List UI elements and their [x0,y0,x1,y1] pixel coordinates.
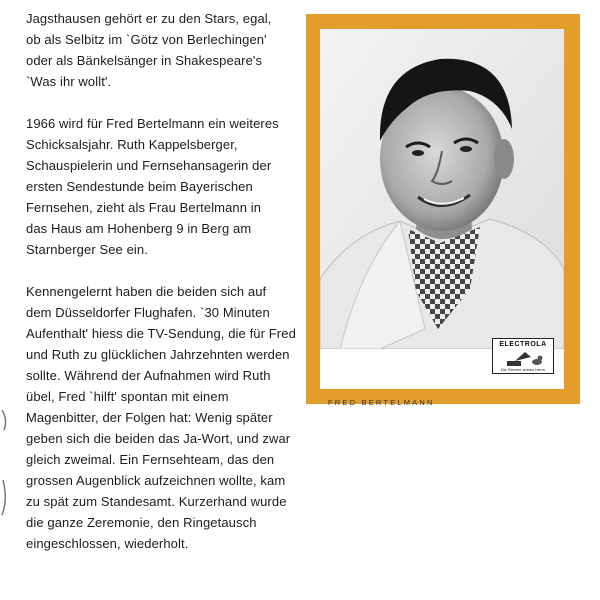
text-line: und Ruth zu glücklichen Jahrzehnten werden [26,347,290,362]
gramophone-dog-icon [493,349,553,369]
logo-brand: ELECTROLA [499,341,547,348]
text-line: Aufenthalt' hiess die TV-Sendung, die für Fred [26,326,296,341]
portrait-illustration [320,29,564,349]
text-line: geben sich die beiden das Ja-Wort, und zwar [26,431,291,446]
text-line: eingeschlossen, wiederholt. [26,536,189,551]
text-line: sollte. Während der Aufnahmen wird Ruth [26,368,271,383]
text-line: gleich zweimal. Ein Fernsehteam, das den [26,452,275,467]
text-line: zu spät zum Standesamt. Kurzerhand wurde [26,494,287,509]
text-line: dem Düsseldorfer Flughafen. `30 Minuten [26,305,270,320]
electrola-logo [492,338,554,374]
text-line: Schicksalsjahr. Ruth Kappelsberger, [26,137,238,152]
text-line: ob als Selbitz im `Götz von Berlechingen' [26,32,267,47]
text-line: das Haus am Hohenberg 9 in Berg am [26,221,252,236]
portrait-photo [320,29,564,349]
text-line: 1966 wird für Fred Bertelmann ein weiteres [26,116,279,131]
paragraph-3 [26,281,306,554]
photo-caption: FRED BERTELMANN [328,398,435,407]
article-text [26,8,306,554]
logo-tagline: Die Stimme seines Herrn [500,367,546,372]
paragraph-spacer [26,92,306,113]
text-line: ersten Sendestunde beim Bayerischen [26,179,253,194]
paragraph-2 [26,113,306,260]
paragraph-1 [26,8,306,92]
margin-mark [0,410,10,520]
paragraph-spacer [26,260,306,281]
text-line: Starnberger See ein. [26,242,148,257]
text-line: `Was ihr wollt'. [26,74,112,89]
photo-card [320,29,564,407]
text-line: Schauspielerin und Fernsehansagerin der [26,158,272,173]
text-line: Kennengelernt haben die beiden sich auf [26,284,267,299]
text-line: Jagsthausen gehört er zu den Stars, egal, [26,11,272,26]
text-line: die ganze Zeremonie, den Ringetausch [26,515,257,530]
text-line: übel, Fred `hilft' spontan mit einem [26,389,229,404]
text-line: Magenbitter, der Folgen hat: Wenig später [26,410,273,425]
text-line: grossen Augenblick aufzeichnen wollte, kam [26,473,286,488]
text-line: oder als Bänkelsänger in Shakespeare's [26,53,263,68]
text-line: Fernsehen, zieht als Frau Bertelmann in [26,200,262,215]
